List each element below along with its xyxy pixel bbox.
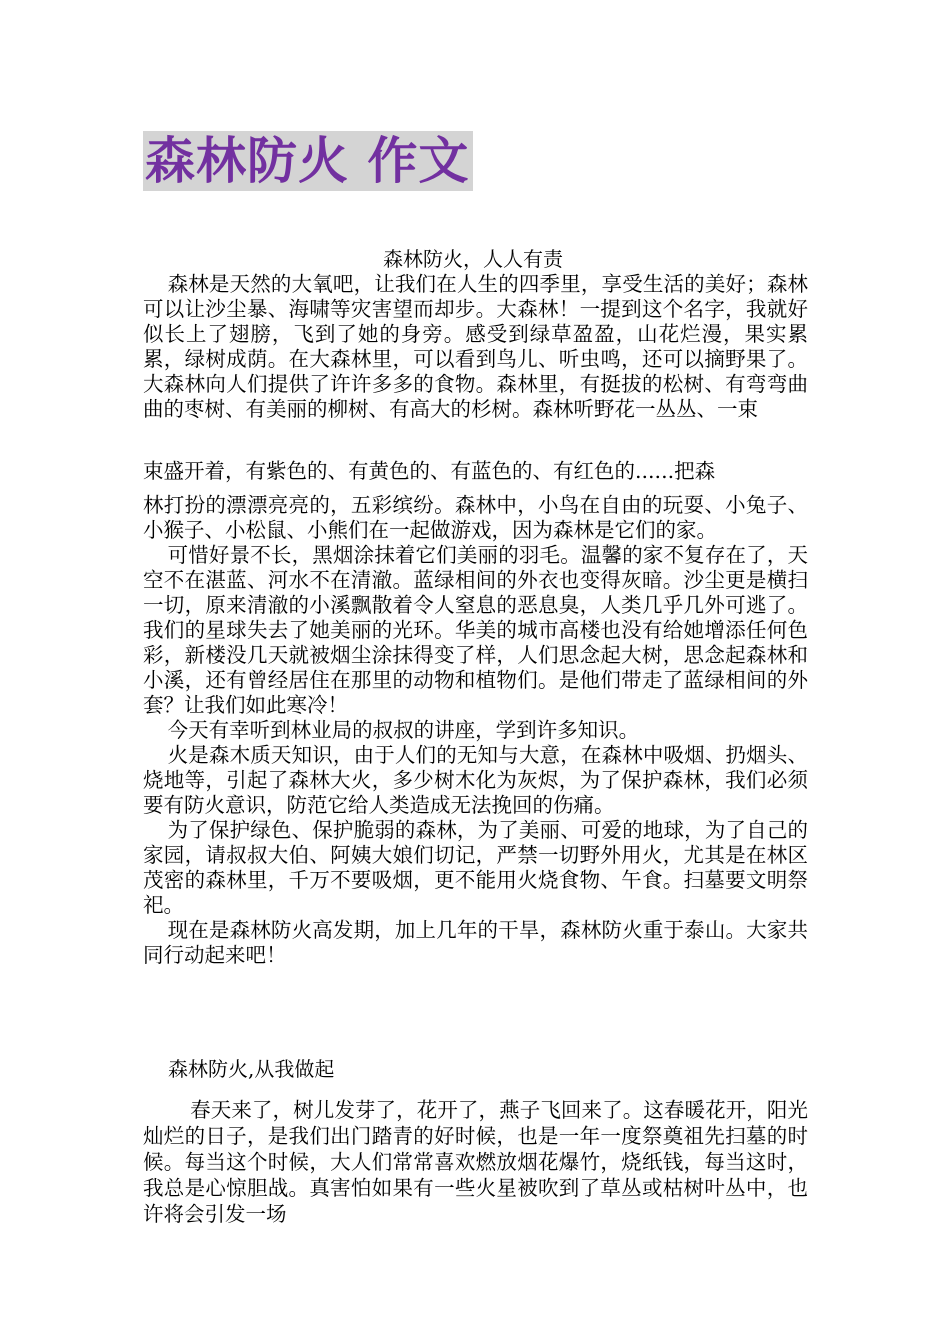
body-block-1 [143, 272, 808, 422]
paragraph: 现在是森林防火高发期，加上几年的干旱，森林防火重于泰山。大家共同行动起来吧！ [143, 918, 808, 967]
paragraph: 春天来了，树儿发芽了，花开了，燕子飞回来了。这春暖花开，阳光灿烂的日子，是我们出门踏青的好时候，也是一年一度祭奠祖先扫墓的时候。每当这个时候，大人们常常喜欢燃放烟花爆竹，烧纸钱，每当这时，我总是心惊胆战。真害怕如果有一些火星被吹到了草丛或枯树叶丛中，也许将会引发一场 [143, 1098, 808, 1226]
paragraph: 可惜好景不长，黑烟涂抹着它们美丽的羽毛。温馨的家不复存在了，天空不在湛蓝、河水不在清澈。蓝绿相间的外衣也变得灰暗。沙尘更是横扫一切，原来清澈的小溪飘散着令人窒息的恶息臭，人类几乎几外可逃了。我们的星球失去了她美丽的光环。华美的城市高楼也没有给她增添任何色彩，新楼没几天就被烟尘涂抹得变了样，人们思念起大树，思念起森林和小溪，还有曾经居住在那里的动物和植物们。是他们带走了蓝绿相间的外套？让我们如此寒冷！ [143, 543, 808, 717]
body-block-4 [143, 1097, 808, 1227]
paragraph: 林打扮的漂漂亮亮的，五彩缤纷。森林中，小鸟在自由的玩耍、小兔子、小猴子、小松鼠、小熊们在一起做游戏，因为森林是它们的家。 [143, 493, 808, 542]
essay-heading: 森林防火，人人有责 [383, 247, 563, 271]
paragraph: 为了保护绿色、保护脆弱的森林，为了美丽、可爱的地球，为了自己的家园，请叔叔大伯、阿姨大娘们切记，严禁一切野外用火，尤其是在林区茂密的森林里，千万不要吸烟，更不能用火烧食物、午食。扫墓要文明祭祀。 [143, 818, 808, 917]
body-block-3 [143, 493, 808, 968]
paragraph: 火是森木质天知识，由于人们的无知与大意，在森林中吸烟、扔烟头、烧地等，引起了森林大火，多少树木化为灰烬，为了保护森林，我们必须要有防火意识，防范它给人类造成无法挽回的伤痛。 [143, 743, 808, 817]
paragraph: 森林是天然的大氧吧，让我们在人生的四季里，享受生活的美好；森林可以让沙尘暴、海啸等灾害望而却步。大森林！一提到这个名字，我就好似长上了翅膀，飞到了她的身旁。感受到绿草盈盈，山花烂漫，果实累累，绿树成荫。在大森林里，可以看到鸟儿、听虫鸣，还可以摘野果了。大森林向人们提供了许许多多的食物。森林里，有挺拔的松树、有弯弯曲曲的枣树、有美丽的柳树、有高大的杉树。森林听野花一丛丛、一束 [143, 272, 808, 421]
body-block-2 [143, 455, 808, 487]
paragraph: 今天有幸听到林业局的叔叔的讲座，学到许多知识。 [167, 718, 640, 742]
sub-heading: 森林防火,从我做起 [168, 1057, 335, 1081]
paragraph: 束盛开着，有紫色的、有黄色的、有蓝色的、有红色的......把森 [143, 459, 716, 483]
document-title: 森林防火 作文 [143, 131, 473, 191]
